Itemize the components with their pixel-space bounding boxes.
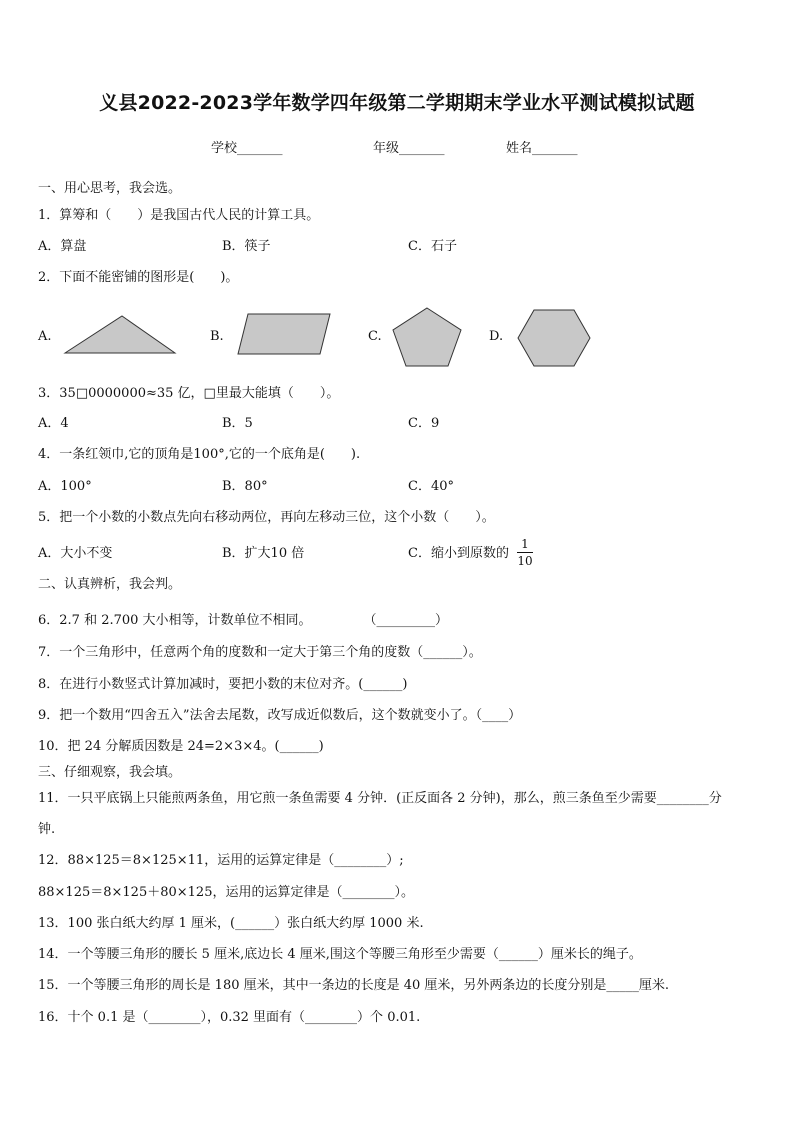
school-field[interactable]: 学校_______: [211, 141, 283, 156]
q4-option-a[interactable]: A．100°: [38, 479, 92, 494]
question-7: 7．一个三角形中，任意两个角的度数和一定大于第三个角的度数（______）。: [38, 645, 482, 660]
question-9: 9．把一个数用“四舍五入”法舍去尾数，改写成近似数后，这个数就变小了。（____）: [38, 708, 522, 723]
question-16: 16．十个 0.1 是（________），0.32 里面有（________）个 0.01.: [38, 1010, 421, 1025]
section-heading-fill: 三、仔细观察，我会填。: [38, 765, 182, 780]
question-1-stem: 1．算筹和（ ）是我国古代人民的计算工具。: [38, 208, 320, 223]
q5-option-b[interactable]: B．扩大10 倍: [222, 546, 305, 561]
question-11-line-2: 钟.: [38, 822, 56, 837]
question-11-line-1: 11．一只平底锅上只能煎两条鱼，用它煎一条鱼需要 4 分钟．(正反面各 2 分钟)，那么，煎三条鱼至少需要________分: [38, 791, 722, 806]
fraction-numerator: 1: [521, 537, 529, 551]
q3-option-b[interactable]: B．5: [222, 416, 253, 431]
parallelogram-shape-icon: [236, 312, 332, 356]
section-heading-judge: 二、认真辨析，我会判。: [38, 577, 182, 592]
pentagon-shape-icon: [391, 306, 463, 368]
page-title: 义县2022-2023学年数学四年级第二学期期末学业水平测试模拟试题: [99, 92, 695, 114]
q1-option-c[interactable]: C．石子: [408, 239, 457, 254]
question-14: 14．一个等腰三角形的腰长 5 厘米,底边长 4 厘米,围这个等腰三角形至少需要（______）厘米长的绳子。: [38, 947, 642, 962]
question-15: 15．一个等腰三角形的周长是 180 厘米，其中一条边的长度是 40 厘米，另外两条边的长度分别是_____厘米.: [38, 978, 670, 993]
q5-option-c[interactable]: C．缩小到原数的: [408, 546, 509, 561]
q3-option-c[interactable]: C．9: [408, 416, 440, 431]
question-13: 13．100 张白纸大约厚 1 厘米，(______）张白纸大约厚 1000 米.: [38, 916, 424, 931]
question-6: 6．2.7 和 2.700 大小相等，计数单位不相同。 （_________）: [38, 613, 449, 628]
q1-option-a[interactable]: A．算盘: [38, 239, 87, 254]
q4-option-c[interactable]: C．40°: [408, 479, 454, 494]
section-heading-choice: 一、用心思考，我会选。: [38, 181, 182, 196]
grade-field[interactable]: 年级_______: [373, 141, 445, 156]
question-5-stem: 5．把一个小数的小数点先向右移动两位，再向左移动三位，这个小数（ ）。: [38, 510, 495, 525]
triangle-shape-icon: [62, 313, 178, 357]
question-12-line-2: 88×125＝8×125＋80×125，运用的运算定律是（________）。: [38, 885, 414, 900]
q3-option-a[interactable]: A．4: [38, 416, 69, 431]
q2-option-b[interactable]: B.: [210, 329, 224, 344]
question-2-stem: 2．下面不能密铺的图形是( )。: [38, 270, 239, 285]
q4-option-b[interactable]: B．80°: [222, 479, 268, 494]
question-3-stem: 3．35□0000000≈35 亿，□里最大能填（ ）。: [38, 386, 340, 401]
name-field[interactable]: 姓名_______: [506, 141, 578, 156]
question-4-stem: 4．一条红领巾,它的顶角是100°,它的一个底角是( ).: [38, 447, 361, 462]
question-10: 10．把 24 分解质因数是 24=2×3×4。(______): [38, 739, 324, 754]
question-12-line-1: 12．88×125＝8×125×11，运用的运算定律是（________）;: [38, 853, 404, 868]
q5-option-a[interactable]: A．大小不变: [38, 546, 113, 561]
q2-option-a[interactable]: A.: [38, 329, 52, 344]
hexagon-shape-icon: [516, 308, 592, 368]
q2-option-c[interactable]: C.: [368, 329, 382, 344]
fraction-denominator: 10: [517, 554, 533, 568]
q2-option-d[interactable]: D.: [489, 329, 504, 344]
fraction-one-tenth: [517, 537, 533, 568]
question-8: 8．在进行小数竖式计算加减时，要把小数的末位对齐。(______): [38, 677, 408, 692]
q1-option-b[interactable]: B．筷子: [222, 239, 271, 254]
